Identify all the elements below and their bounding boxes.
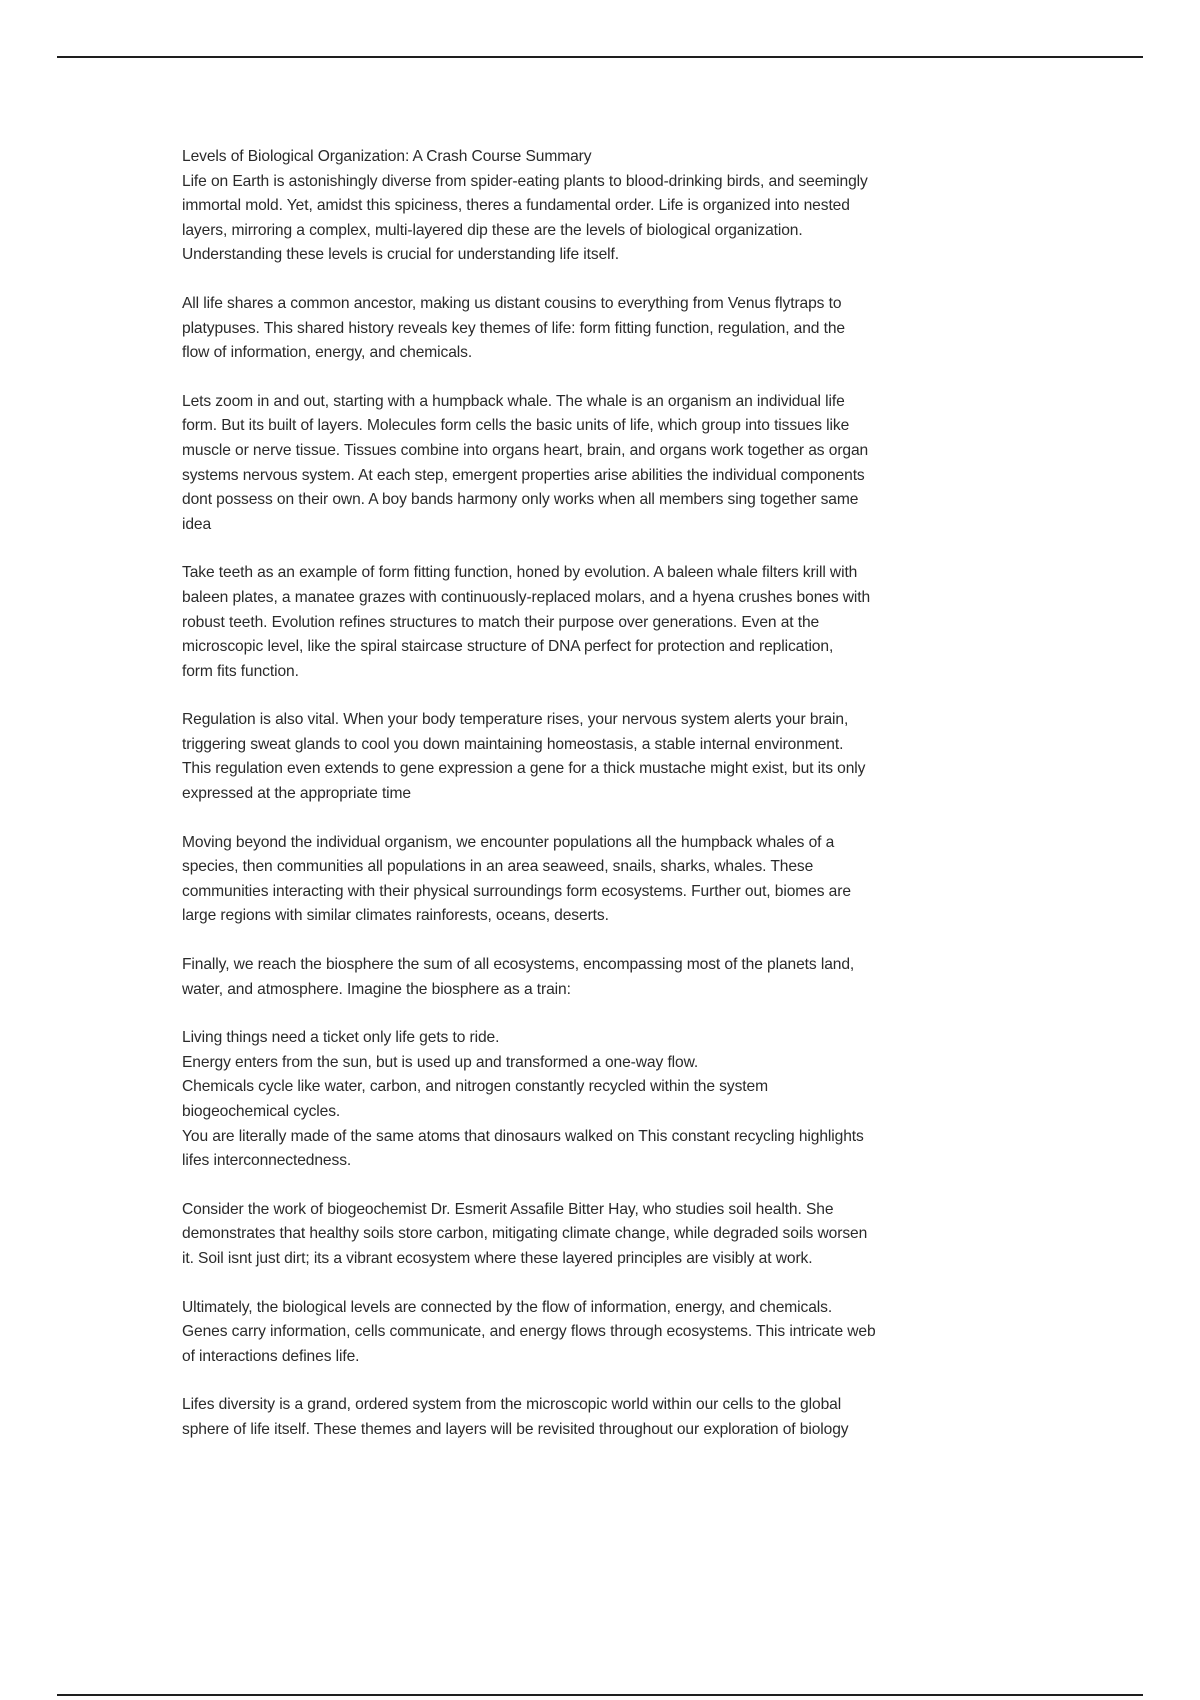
paragraph-conclusion: Lifes diversity is a grand, ordered system from the microscopic world within our cells to the global sphere of life itself. These themes and layers will be revisited throughout our exploration of biology <box>182 1396 849 1438</box>
paragraph-train-list: Living things need a ticket only life gets to ride. Energy enters from the sun, but is used up and transformed a one-way flow. Chemicals cycle like water, carbon, and nitrogen constantly recycled within the system biogeochemical cycles. You are literally made of the same atoms that dinosaurs walked on This constant recycling highlights lifes interconnectedness. <box>182 1029 864 1170</box>
paragraph-zoom-levels: Lets zoom in and out, starting with a humpback whale. The whale is an organism an individual life form. But its built of layers. Molecules form cells the basic units of life, which group into tissues like muscle or nerve tissue. Tissues combine into organs heart, brain, and organs work together as organ systems nervous system. At each step, emergent properties arise abilities the individual components dont possess on their own. A boy bands harmony only works when all members sing together same idea <box>182 392 869 533</box>
paragraph-intro: Life on Earth is astonishingly diverse from spider-eating plants to blood-drinking birds, and seemingly immortal mold. Yet, amidst this spiciness, theres a fundamental order. Life is organized into nested layers, mirroring a complex, multi-layered dip these are the levels of biological organization. Understanding these levels is crucial for understanding life itself. <box>182 172 868 264</box>
paragraph-soil-health: Consider the work of biogeochemist Dr. Esmerit Assafile Bitter Hay, who studies soil health. She demonstrates that healthy soils store carbon, mitigating climate change, while degraded soils worsen it. Soil isnt just dirt; its a vibrant ecosystem where these layered principles are visibly at work. <box>182 1200 868 1267</box>
document-body <box>182 145 1042 1443</box>
paragraph-common-ancestor: All life shares a common ancestor, making us distant cousins to everything from Venus flytraps to platypuses. This shared history reveals key themes of life: form fitting function, regulation, and the flow of information, energy, and chemicals. <box>182 294 845 362</box>
document-title: Levels of Biological Organization: A Crash Course Summary <box>182 148 592 165</box>
paragraph-biosphere: Finally, we reach the biosphere the sum of all ecosystems, encompassing most of the planets land, water, and atmosphere. Imagine the biosphere as a train: <box>182 956 855 998</box>
paragraph-form-function: Take teeth as an example of form fitting function, honed by evolution. A baleen whale filters krill with baleen plates, a manatee grazes with continuously-replaced molars, and a hyena crushes bones with robust teeth. Evolution refines structures to match their purpose over generations. Even at the microscopic level, like the spiral staircase structure of DNA perfect for protection and replication, form fits function. <box>182 564 871 680</box>
footer-rule <box>57 1694 1143 1696</box>
paragraph-populations: Moving beyond the individual organism, we encounter populations all the humpback whales of a species, then communities all populations in an area seaweed, snails, sharks, whales. These communities interacting with their physical surroundings form ecosystems. Further out, biomes are large regions with similar climates rainforests, oceans, deserts. <box>182 833 851 925</box>
header-rule <box>57 56 1143 58</box>
paragraph-regulation: Regulation is also vital. When your body temperature rises, your nervous system alerts your brain, triggering sweat glands to cool you down maintaining homeostasis, a stable internal environment. This regulation even extends to gene expression a gene for a thick mustache might exist, but its only expressed at the appropriate time <box>182 711 866 803</box>
paragraph-connections: Ultimately, the biological levels are connected by the flow of information, energy, and chemicals. Genes carry information, cells communicate, and energy flows through ecosystems. This intricate web of interactions defines life. <box>182 1298 876 1365</box>
